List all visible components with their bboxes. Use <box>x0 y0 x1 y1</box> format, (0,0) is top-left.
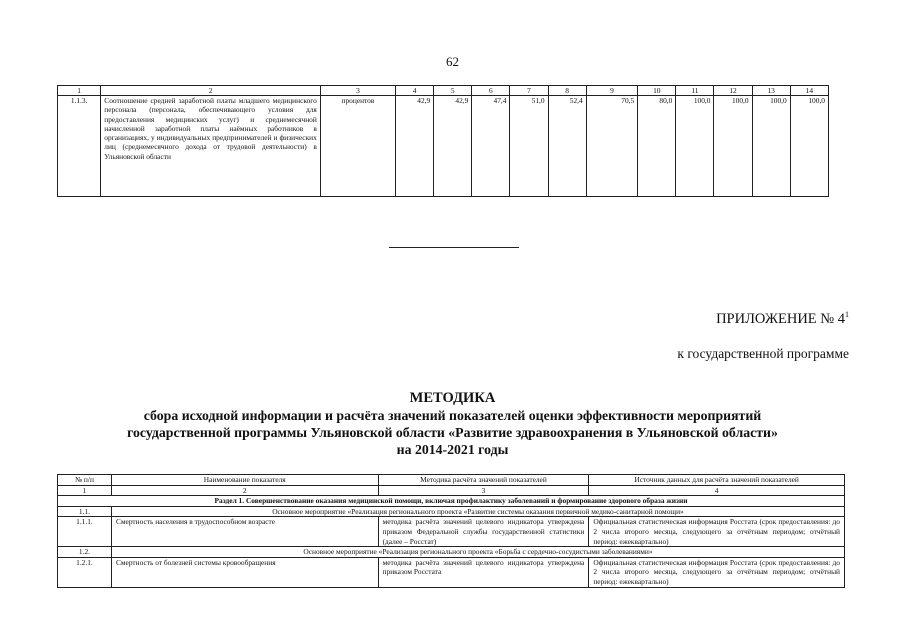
column-header: Методика расчёта значений показателей <box>378 475 589 486</box>
source-cell: Официальная статистическая информация Росстата (срок предоставления: до 2 числа второго месяца, следующего за отчётным периодом; отчётный период: ежеквартально) <box>589 557 845 587</box>
row-code: 1.2. <box>58 547 112 558</box>
value-cell: 42,9 <box>396 96 434 197</box>
indicator-name: Соотношение средней заработной платы младшего медицинского персонала (персонала, обеспечивающего условия для предоставления медицинских услуг) и среднемесячной начисленной заработной платы наёмных работников в организациях, у индивидуальных предпринимателей и физических лиц (среднемесячного дохода от трудовой деятельности) в Ульяновской области <box>101 96 321 197</box>
method-cell: методика расчёта значений целевого индикатора утверждена приказом Федеральной службы государственной статистики (далее – Росстат) <box>378 517 589 547</box>
activity-heading: Основное мероприятие «Реализация регионального проекта «Развитие системы оказания первичной медико-санитарной помощи» <box>111 506 844 517</box>
column-number: 11 <box>676 86 714 96</box>
value-cell: 80,0 <box>638 96 676 197</box>
document-subtitle-line: государственной программы Ульяновской области «Развитие здравоохранения в Ульяновской области» <box>127 425 778 440</box>
indicator-name: Смертность населения в трудоспособном возрасте <box>111 517 378 547</box>
table-row <box>58 547 845 558</box>
column-number: 12 <box>714 86 752 96</box>
indicator-name: Смертность от болезней системы кровообращения <box>111 557 378 587</box>
unit-cell: процентов <box>320 96 395 197</box>
column-number: 6 <box>472 86 510 96</box>
document-subtitle-line: сбора исходной информации и расчёта значений показателей оценки эффективности мероприятий <box>143 408 762 423</box>
column-number: 2 <box>111 485 378 496</box>
table-row <box>58 506 845 517</box>
section-heading: Раздел 1. Совершенствование оказания медицинской помощи, включая профилактику заболеваний и формирование здорового образа жизни <box>58 496 845 507</box>
column-number: 13 <box>752 86 790 96</box>
appendix-label <box>716 310 849 328</box>
source-cell: Официальная статистическая информация Росстата (срок предоставления: до 2 числа второго месяца, следующего за отчётным периодом; отчётный период: ежеквартально) <box>589 517 845 547</box>
column-header: Источник данных для расчёта значений показателей <box>589 475 845 486</box>
activity-heading: Основное мероприятие «Реализация регионального проекта «Борьба с сердечно-сосудистыми заболеваниями» <box>111 547 844 558</box>
table-row <box>58 96 829 197</box>
table-header-row <box>58 475 845 486</box>
column-number: 3 <box>320 86 395 96</box>
methodology-table <box>57 474 845 588</box>
column-number: 3 <box>378 485 589 496</box>
column-header: № п/п <box>58 475 112 486</box>
method-cell: методика расчёта значений целевого индикатора утверждена приказом Росстата <box>378 557 589 587</box>
value-cell: 42,9 <box>434 96 472 197</box>
value-cell: 70,5 <box>586 96 638 197</box>
appendix-subtitle: к государственной программе <box>677 346 849 361</box>
column-header: Наименование показателя <box>111 475 378 486</box>
column-number: 4 <box>589 485 845 496</box>
column-number: 5 <box>434 86 472 96</box>
value-cell: 100,0 <box>676 96 714 197</box>
column-number: 1 <box>58 86 101 96</box>
appendix-superscript: 1 <box>845 310 849 319</box>
row-code: 1.1.3. <box>58 96 101 197</box>
column-number: 14 <box>790 86 828 96</box>
column-number: 4 <box>396 86 434 96</box>
column-number: 7 <box>510 86 548 96</box>
document-title: МЕТОДИКА <box>409 390 496 406</box>
column-number: 10 <box>638 86 676 96</box>
value-cell: 100,0 <box>790 96 828 197</box>
row-code: 1.1. <box>58 506 112 517</box>
column-number: 9 <box>586 86 638 96</box>
document-subtitle-line: на 2014-2021 годы <box>396 442 509 457</box>
table-header-row <box>58 86 829 96</box>
column-number: 1 <box>58 485 112 496</box>
section-row <box>58 496 845 507</box>
value-cell: 52,4 <box>548 96 586 197</box>
value-cell: 51,0 <box>510 96 548 197</box>
appendix-label-text: ПРИЛОЖЕНИЕ № 4 <box>716 311 845 327</box>
section-divider <box>389 247 519 248</box>
table-row <box>58 517 845 547</box>
value-cell: 100,0 <box>752 96 790 197</box>
value-cell: 47,4 <box>472 96 510 197</box>
row-code: 1.2.1. <box>58 557 112 587</box>
table-number-row <box>58 485 845 496</box>
value-cell: 100,0 <box>714 96 752 197</box>
column-number: 8 <box>548 86 586 96</box>
table-row <box>58 557 845 587</box>
indicator-values-table <box>57 85 829 197</box>
row-code: 1.1.1. <box>58 517 112 547</box>
page-number: 62 <box>446 54 459 69</box>
column-number: 2 <box>101 86 321 96</box>
